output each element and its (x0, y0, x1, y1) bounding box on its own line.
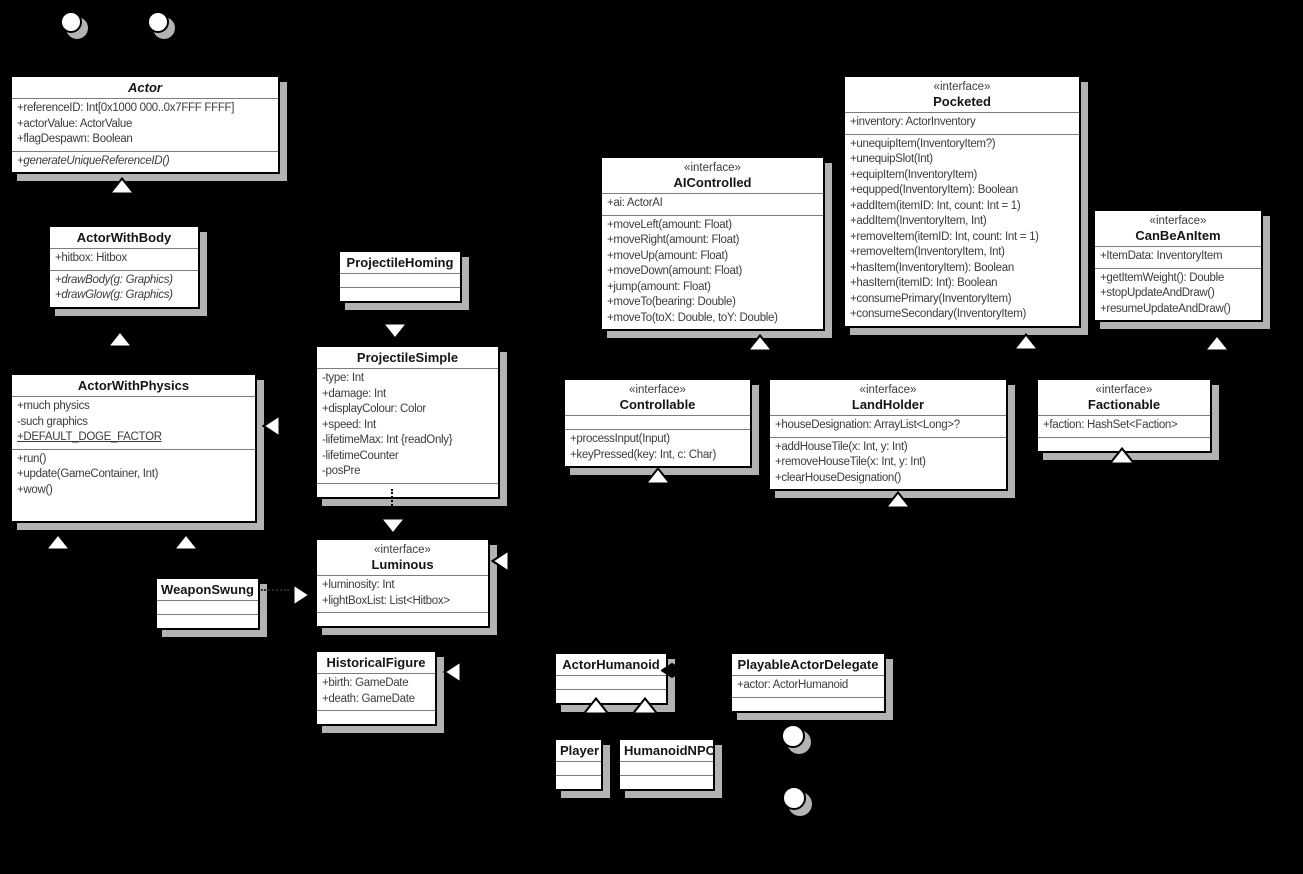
compartment-attributes (770, 415, 1006, 437)
compartment-operations (317, 612, 488, 626)
member-row: +generateUniqueReferenceID() (17, 154, 170, 167)
member-row: +birth: GameDate (322, 677, 409, 689)
member-row: +damage: Int (322, 387, 386, 400)
compartment-operations (317, 483, 498, 497)
class-name: ActorWithBody (76, 230, 172, 245)
class-pocketed[interactable] (843, 75, 1081, 328)
member-row: +unequipSlot(Int) (850, 153, 933, 165)
class-header-factionable (1038, 380, 1210, 415)
class-projectile-simple[interactable] (315, 345, 500, 499)
class-can-be-an-item[interactable] (1093, 209, 1263, 322)
compartment-attributes (12, 98, 278, 151)
realization-arrow-controllable (645, 467, 671, 485)
class-header-controllable (565, 380, 750, 415)
generalization-arrow-historicalfigure-right (443, 660, 462, 684)
class-name: ProjectileHoming (346, 255, 454, 270)
class-actor-with-physics[interactable] (10, 373, 257, 523)
class-name: AIControlled (673, 175, 752, 190)
compartment-attributes (157, 600, 258, 614)
generalization-arrow-projectilesimple-top (382, 322, 408, 340)
class-header-actor-with-body (50, 227, 198, 248)
class-name: Controllable (619, 397, 696, 412)
class-header-playable-actor-delegate (732, 654, 884, 675)
member-row: +inventory: ActorInventory (850, 116, 976, 128)
class-controllable[interactable] (563, 378, 752, 468)
member-row: +moveTo(toX: Double, toY: Double) (607, 311, 778, 324)
stereotype-label: «interface» (933, 81, 991, 93)
class-historical-figure[interactable] (315, 650, 437, 726)
member-row: +ai: ActorAI (607, 197, 663, 209)
composition-diamond-actorhumanoid (661, 663, 683, 678)
member-row: +actor: ActorHumanoid (737, 679, 848, 691)
member-row: +moveTo(bearing: Double) (607, 296, 736, 308)
interface-lollipop-bottom-2[interactable] (782, 786, 806, 810)
member-row: +removeHouseTile(x: Int, y: Int) (775, 456, 926, 468)
member-row: +clearHouseDesignation() (775, 471, 902, 484)
realization-arrow-canbeanitem (1204, 334, 1230, 352)
member-row: +jump(amount: Float) (607, 280, 711, 293)
class-name: CanBeAnItem (1135, 228, 1221, 243)
generalization-arrow-actorhumanoid-1 (583, 697, 609, 715)
member-row: +death: GameDate (322, 692, 415, 705)
compartment-operations (50, 270, 198, 307)
class-name: LandHolder (851, 397, 925, 412)
member-row: +speed: Int (322, 418, 376, 431)
class-player[interactable] (554, 738, 603, 791)
class-header-luminous (317, 540, 488, 575)
compartment-operations (12, 449, 255, 521)
class-header-pocketed (845, 77, 1079, 112)
compartment-operations (845, 134, 1079, 326)
class-name: HistoricalFigure (326, 655, 426, 670)
member-row: +stopUpdateAndDraw() (1100, 287, 1215, 299)
member-row: -type: Int (322, 372, 364, 384)
member-row: -such graphics (17, 415, 88, 428)
member-row: +removeItem(InventoryItem, Int) (850, 246, 1005, 258)
member-row: +run() (17, 452, 47, 465)
class-name: WeaponSwung (161, 582, 254, 597)
compartment-operations (770, 437, 1006, 490)
class-projectile-homing[interactable] (338, 250, 462, 303)
compartment-operations (157, 614, 258, 628)
member-row: +flagDespawn: Boolean (17, 133, 133, 145)
class-name: Pocketed (933, 94, 991, 109)
member-row: +removeItem(itemID: Int, count: Int = 1) (850, 230, 1039, 243)
compartment-operations (602, 215, 823, 330)
member-row: +keyPressed(key: Int, c: Char) (570, 448, 716, 461)
member-row: +hasItem(itemID: Int): Boolean (850, 277, 998, 289)
member-row: +addHouseTile(x: Int, y: Int) (775, 440, 908, 453)
class-weapon-swung[interactable] (155, 577, 260, 630)
generalization-arrow-actor (109, 177, 135, 195)
class-humanoid-npc[interactable] (618, 738, 715, 791)
generalization-arrow-actorwithbody (107, 330, 133, 348)
realization-arrow-pocketed (1013, 333, 1039, 351)
class-header-historical-figure (317, 652, 435, 673)
compartment-operations (12, 151, 278, 173)
stereotype-label: «interface» (629, 384, 686, 396)
member-row: -lifetimeCounter (322, 449, 399, 462)
class-header-player (556, 740, 601, 761)
member-row: +processInput(Input) (570, 433, 670, 445)
realization-arrow-aicontrolled (747, 334, 773, 352)
member-row: +moveDown(amount: Float) (607, 265, 743, 277)
compartment-operations (1095, 268, 1261, 321)
member-row: +wow() (17, 483, 53, 496)
member-row: +actorValue: ActorValue (17, 117, 133, 130)
member-row: +equpped(InventoryItem): Boolean (850, 184, 1018, 196)
class-name: Luminous (371, 557, 434, 572)
compartment-attributes (845, 112, 1079, 134)
class-name: Factionable (1087, 397, 1161, 412)
compartment-attributes (556, 675, 666, 689)
member-row: +drawBody(g: Graphics) (55, 273, 173, 286)
member-row: -lifetimeMax: Int {readOnly} (322, 434, 453, 446)
class-actor-with-body[interactable] (48, 225, 200, 309)
class-luminous[interactable] (315, 538, 490, 628)
realization-arrow-factionable (1109, 447, 1135, 465)
member-row: +consumeSecondary(InventoryItem) (850, 308, 1027, 320)
dashed-edge-projectilesimple (391, 489, 393, 513)
compartment-operations (732, 697, 884, 711)
member-row: +update(GameContainer, Int) (17, 468, 159, 480)
member-row: +ItemData: InventoryItem (1100, 250, 1223, 262)
generalization-arrow-actorwithphysics-bottom-2 (173, 533, 199, 551)
member-row: +getItemWeight(): Double (1100, 271, 1224, 284)
generalization-arrow-actorwithphysics-right (262, 414, 281, 438)
compartment-attributes (1095, 246, 1261, 268)
class-header-weapon-swung (157, 579, 258, 600)
compartment-attributes (317, 575, 488, 612)
class-name: HumanoidNPC (624, 743, 715, 758)
compartment-attributes (50, 248, 198, 270)
interface-lollipop-top-1[interactable] (60, 11, 82, 33)
class-ai-controlled[interactable] (600, 156, 825, 331)
compartment-operations (565, 429, 750, 466)
class-playable-actor-delegate[interactable] (730, 652, 886, 713)
member-row: +displayColour: Color (322, 403, 426, 415)
member-row: +consumePrimary(InventoryItem) (850, 292, 1012, 305)
class-header-actor-humanoid (556, 654, 666, 675)
member-row: +moveLeft(amount: Float) (607, 218, 732, 231)
dashed-edge-weaponswung (261, 589, 289, 591)
compartment-attributes (602, 193, 823, 215)
class-name: Player (560, 743, 600, 758)
member-row: +drawGlow(g: Graphics) (55, 289, 173, 301)
member-row: +moveUp(amount: Float) (607, 249, 728, 262)
compartment-attributes (1038, 415, 1210, 437)
member-row: +hitbox: Hitbox (55, 252, 127, 264)
member-row: +resumeUpdateAndDraw() (1100, 302, 1231, 315)
realization-arrow-luminous-top (380, 517, 406, 535)
member-row: +faction: HashSet<Faction> (1043, 419, 1178, 431)
realization-arrow-landholder (885, 491, 911, 509)
compartment-attributes (12, 396, 255, 449)
compartment-attributes (340, 273, 460, 287)
class-header-ai-controlled (602, 158, 823, 193)
generalization-arrow-actorwithphysics-bottom-1 (45, 533, 71, 551)
member-row: +much physics (17, 400, 90, 412)
generalization-arrow-luminous-right (491, 549, 510, 573)
class-header-actor-with-physics (12, 375, 255, 396)
stereotype-label: «interface» (684, 162, 741, 174)
class-header-projectile-simple (317, 347, 498, 368)
compartment-attributes (317, 673, 435, 710)
class-name: ProjectileSimple (356, 350, 459, 365)
interface-lollipop-bottom-1[interactable] (781, 724, 805, 748)
class-name: ActorWithPhysics (77, 378, 190, 393)
interface-lollipop-top-2[interactable] (147, 11, 169, 33)
compartment-operations (620, 775, 713, 789)
class-land-holder[interactable] (768, 378, 1008, 491)
class-header-humanoid-npc (620, 740, 713, 761)
member-row: +luminosity: Int (322, 579, 395, 591)
compartment-operations (556, 775, 601, 789)
member-row: +equipItem(InventoryItem) (850, 168, 978, 181)
class-name: PlayableActorDelegate (737, 657, 879, 672)
class-factionable[interactable] (1036, 378, 1212, 453)
class-header-land-holder (770, 380, 1006, 415)
class-header-projectile-homing (340, 252, 460, 273)
member-row: -posPre (322, 465, 361, 477)
compartment-attributes (317, 368, 498, 483)
stereotype-label: «interface» (1149, 215, 1207, 227)
class-name: ActorHumanoid (562, 657, 660, 672)
member-row: +referenceID: Int[0x1000 000..0x7FFF FFFF] (17, 102, 235, 114)
stereotype-label: «interface» (374, 544, 431, 556)
generalization-arrow-actorhumanoid-2 (632, 697, 658, 715)
class-name: Actor (128, 80, 162, 95)
stereotype-label: «interface» (859, 384, 917, 396)
compartment-attributes (565, 415, 750, 429)
member-row: +addItem(InventoryItem, Int) (850, 215, 987, 227)
compartment-operations (340, 287, 460, 301)
compartment-attributes (556, 761, 601, 775)
class-header-can-be-an-item (1095, 211, 1261, 246)
member-row: +DEFAULT_DOGE_FACTOR (17, 431, 162, 443)
member-row: +houseDesignation: ArrayList<Long>? (775, 419, 960, 431)
compartment-attributes (732, 675, 884, 697)
member-row: +hasItem(InventoryItem): Boolean (850, 261, 1014, 274)
compartment-operations (317, 710, 435, 724)
member-row: +unequipItem(InventoryItem?) (850, 137, 996, 150)
realization-arrow-luminous-left (292, 583, 311, 607)
class-header-actor (12, 77, 278, 98)
member-row: +addItem(itemID: Int, count: Int = 1) (850, 199, 1021, 212)
class-actor[interactable] (10, 75, 280, 174)
stereotype-label: «interface» (1095, 384, 1153, 396)
member-row: +lightBoxList: List<Hitbox> (322, 594, 450, 607)
member-row: +moveRight(amount: Float) (607, 234, 740, 246)
compartment-attributes (620, 761, 713, 775)
